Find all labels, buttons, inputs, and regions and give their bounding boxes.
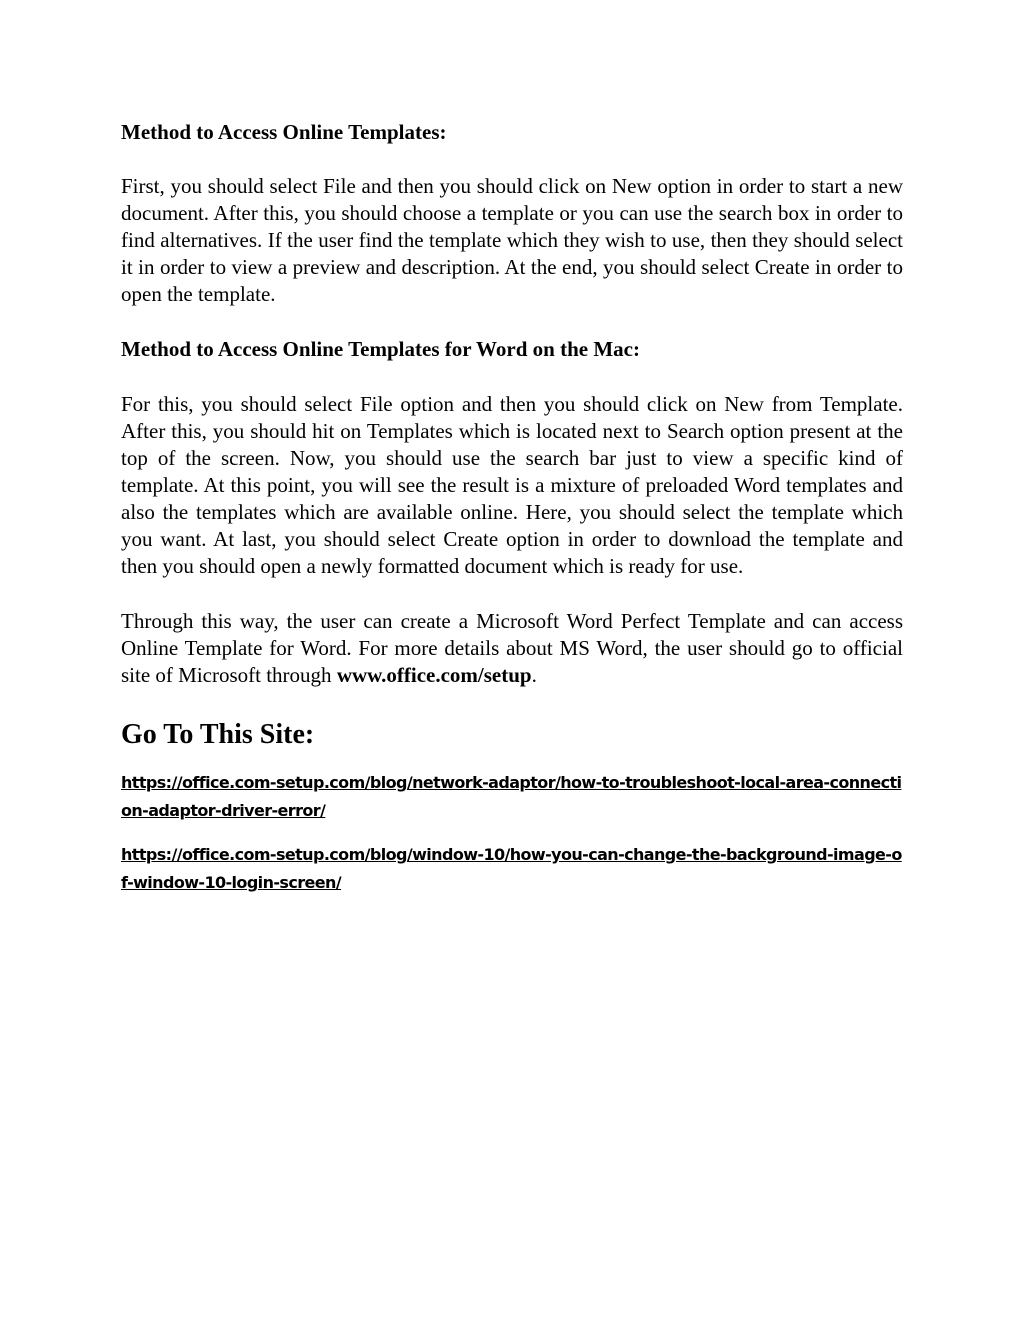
paragraph-conclusion-end: .	[531, 663, 537, 687]
office-setup-link[interactable]: www.office.com/setup	[336, 663, 532, 687]
site-link-login-background[interactable]: https://office.com-setup.com/blog/window-10/how-you-can-change-the-background-image-of-window-10-login-screen/	[121, 845, 902, 892]
paragraph-conclusion-text: Through this way, the user can create a Microsoft Word Perfect Template and can access Online Template for Word. For more details about MS Word, the user should go to official site of Microsoft through	[121, 609, 903, 687]
paragraph-mac-templates: For this, you should select File option and then you should click on New from Template. After this, you should hit on Templates which is located next to Search option present at the top of the screen. Now, you should use the search bar just to view a specific kind of template. At this point, you will see the result is a mixture of preloaded Word templates and also the templates which are available online. Here, you should select the template which you want. At last, you should select Create option in order to download the template and then you should open a newly formatted document which is ready for use.	[121, 392, 903, 578]
site-links-list	[121, 769, 903, 897]
paragraph-conclusion	[121, 608, 903, 689]
document-body	[121, 119, 903, 897]
site-link-network-adaptor[interactable]: https://office.com-setup.com/blog/network-adaptor/how-to-troubleshoot-local-area-connection-adaptor-driver-error/	[121, 773, 902, 820]
goto-site-heading: Go To This Site:	[121, 719, 315, 750]
section-heading-online-templates: Method to Access Online Templates:	[121, 120, 447, 144]
paragraph-online-templates: First, you should select File and then you should click on New option in order to start a new document. After this, you should choose a template or you can use the search box in order to find alternatives. If the user find the template which they wish to use, then they should select it in order to view a preview and description. At the end, you should select Create in order to open the template.	[121, 174, 903, 306]
section-heading-mac-templates: Method to Access Online Templates for Word on the Mac:	[121, 337, 640, 361]
